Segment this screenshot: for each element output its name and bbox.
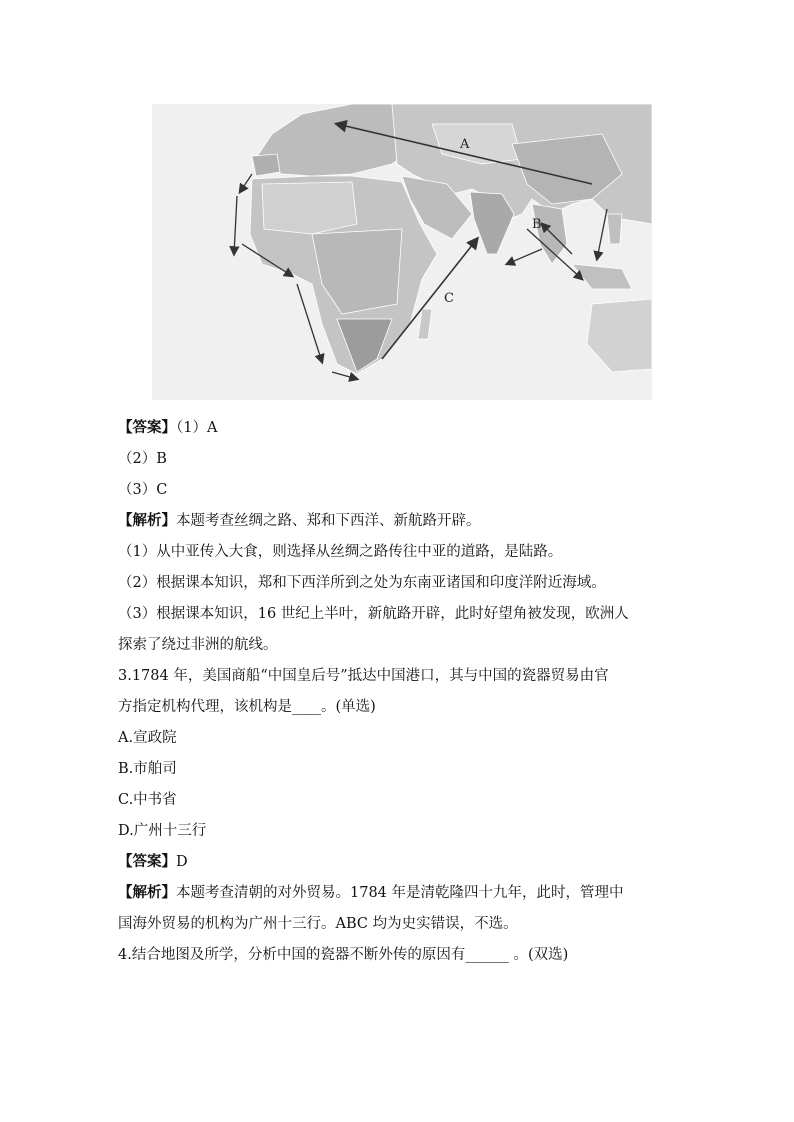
analysis-tag: 【解析】	[118, 512, 176, 529]
question-3-option-d: D.广州十三行	[118, 823, 207, 839]
answer-1-part1: （1）A	[176, 420, 218, 436]
route-label-b: B	[532, 217, 542, 232]
question-3-stem-line1: 3.1784 年，美国商船“中国皇后号”抵达中国港口，其与中国的瓷器贸易由官	[118, 668, 609, 684]
analysis-2-text1: 本题考查清朝的对外贸易。1784 年是清乾隆四十九年，此时，管理中	[176, 885, 624, 901]
philippines-islands	[607, 214, 622, 244]
question-3-option-a: A.宣政院	[118, 730, 177, 746]
analysis-1-p1: （1）从中亚传入大食，则选择从丝绸之路传往中亚的道路，是陆路。	[118, 544, 563, 560]
north-africa-region	[262, 182, 357, 234]
route-label-a: A	[460, 137, 470, 152]
analysis-1-intro-line	[118, 511, 481, 531]
answer-1-part2: （2）B	[118, 451, 167, 467]
analysis-2-line1	[118, 883, 624, 903]
analysis-2-tag: 【解析】	[118, 884, 176, 901]
analysis-1-p3-line1: （3）根据课本知识，16 世纪上半叶，新航路开辟，此时好望角被发现，欧洲人	[118, 606, 629, 622]
answer-tag: 【答案】	[118, 419, 176, 436]
analysis-1-intro: 本题考查丝绸之路、郑和下西洋、新航路开辟。	[176, 513, 481, 529]
answer-1-line	[118, 418, 217, 438]
question-3-stem-line2: 方指定机构代理，该机构是____。(单选)	[118, 699, 376, 715]
answer-1-part3: （3）C	[118, 482, 168, 498]
answer-2-value: D	[176, 854, 188, 870]
answer-2-tag: 【答案】	[118, 853, 176, 870]
question-3-option-b: B.市舶司	[118, 761, 177, 777]
analysis-2-line2: 国海外贸易的机构为广州十三行。ABC 均为史实错误，不选。	[118, 916, 518, 932]
iberia-landmass	[252, 154, 280, 176]
world-map-figure	[152, 104, 652, 400]
analysis-1-p2: （2）根据课本知识，郑和下西洋所到之处为东南亚诸国和印度洋附近海域。	[118, 575, 606, 591]
question-3-option-c: C.中书省	[118, 792, 177, 808]
route-label-c: C	[444, 291, 454, 306]
analysis-1-p3-line2: 探索了绕过非洲的航线。	[118, 637, 278, 653]
question-4-stem: 4.结合地图及所学，分析中国的瓷器不断外传的原因有______ 。(双选)	[118, 947, 569, 963]
answer-2-line	[118, 852, 188, 872]
